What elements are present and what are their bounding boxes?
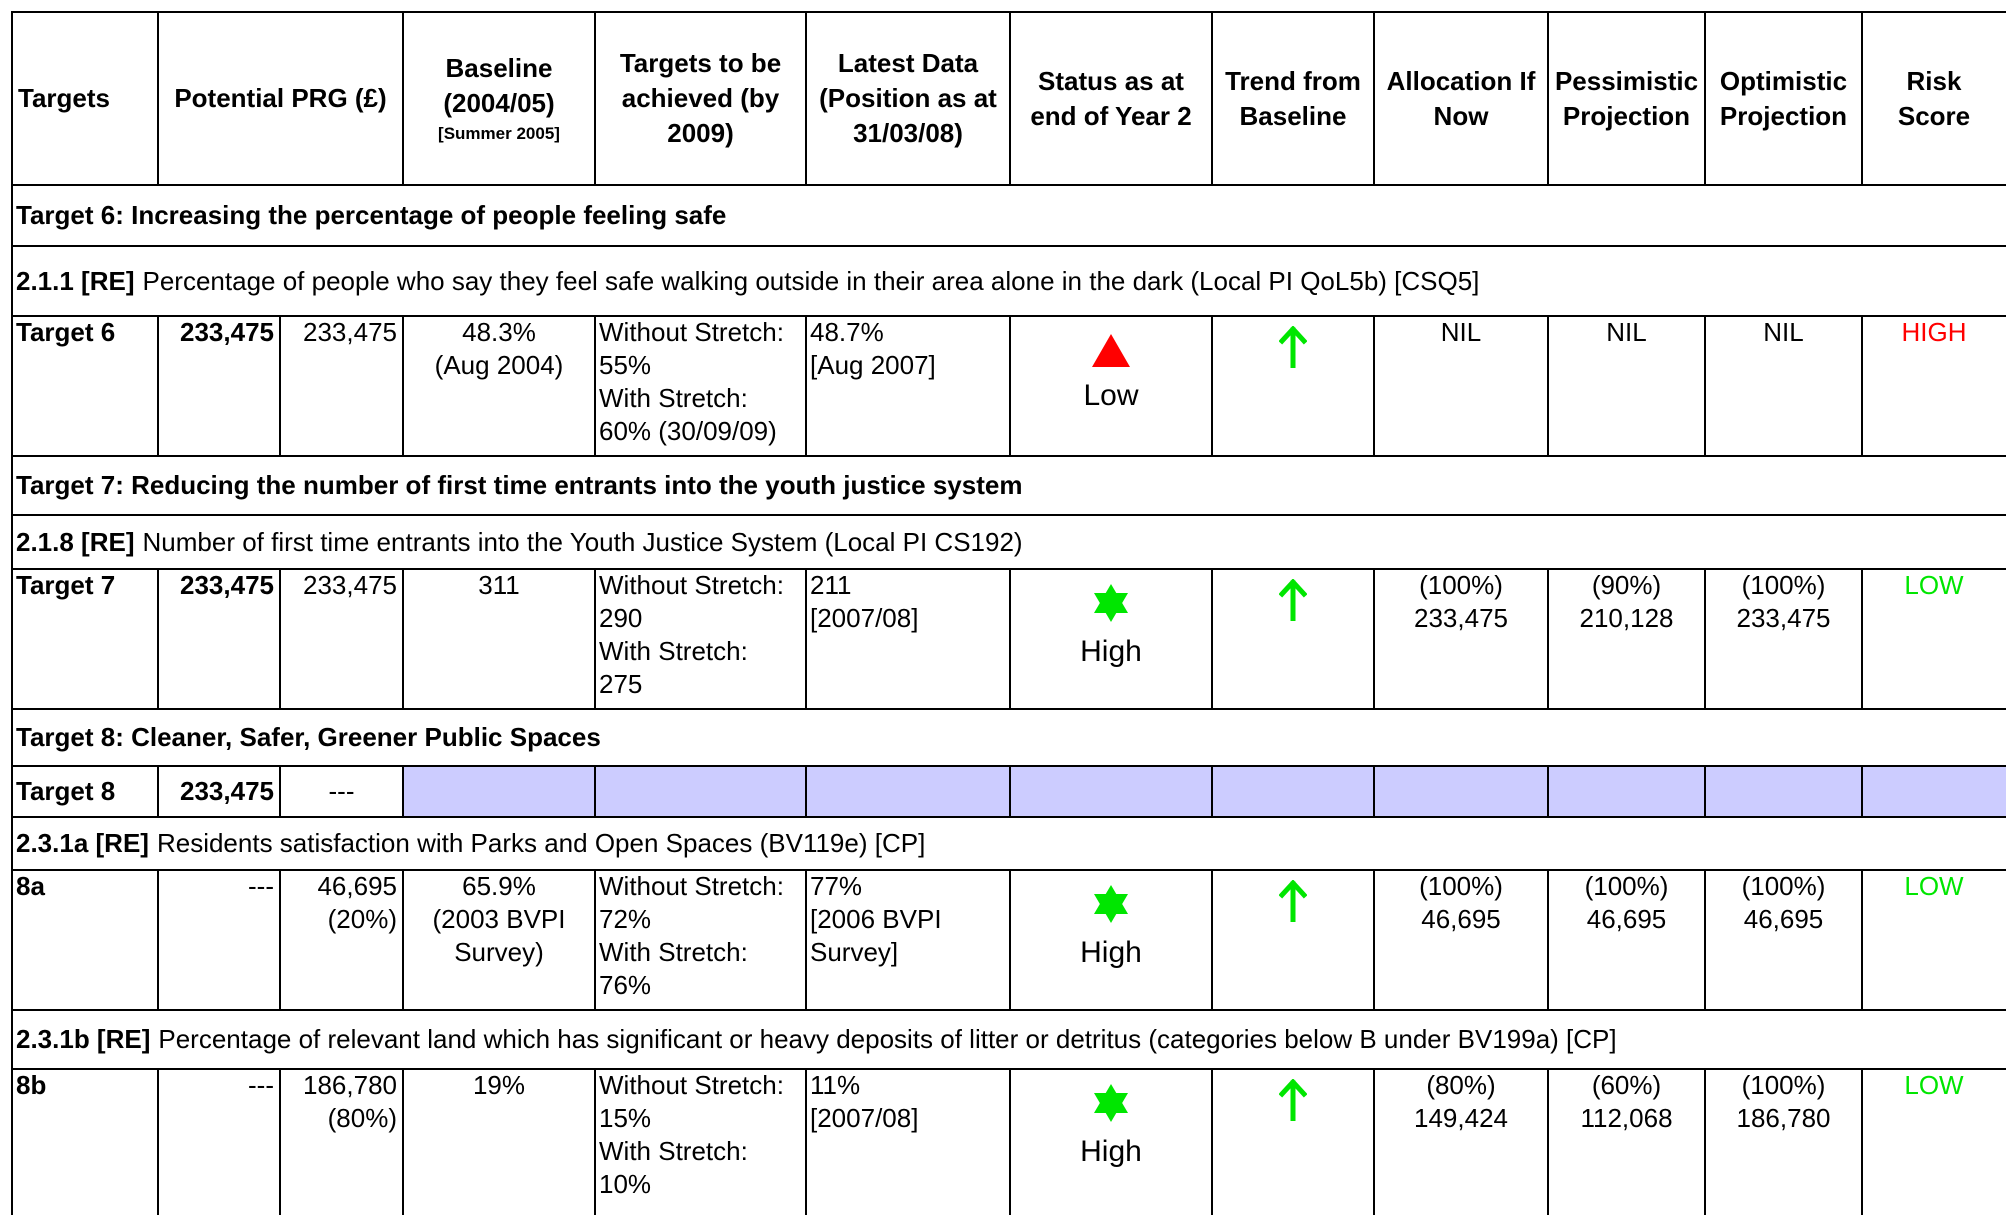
header-allocation bbox=[1380, 12, 1542, 185]
grid-line-vertical bbox=[805, 569, 807, 709]
row-r8b-latest-value-line: 11% bbox=[810, 1070, 861, 1100]
row-r8b-status bbox=[1014, 1069, 1208, 1215]
row-r8a-optimistic-value-line: 46,695 bbox=[1743, 904, 1824, 934]
row-r8b-prg-allocated-value-line: (80%) bbox=[327, 1103, 397, 1133]
indicator-2-3-1a bbox=[16, 817, 2002, 870]
row-t7-allocation bbox=[1378, 569, 1544, 709]
section-target-6-title: Target 6: Increasing the percentage of people feeling safe bbox=[16, 200, 727, 230]
indicator-2-1-8 bbox=[16, 515, 2002, 569]
indicator-2-1-1-description: Percentage of people who say they feel safe walking outside in their area alone in the dark (Local PI QoL5b) [CSQ5] bbox=[142, 265, 1480, 296]
row-r8a-goal-line: 72% bbox=[599, 904, 652, 934]
header-potential-prg-text bbox=[174, 81, 386, 116]
row-t6-latest bbox=[810, 316, 1006, 456]
row-t6-prg-allocated bbox=[284, 316, 397, 456]
grid-line-horizontal bbox=[11, 514, 2006, 516]
row-r8a-optimistic bbox=[1709, 870, 1858, 1010]
grid-line-vertical bbox=[157, 569, 159, 709]
row-t7-trend bbox=[1216, 569, 1370, 709]
header-risk-score-text bbox=[1868, 64, 2000, 134]
row-r8b-risk bbox=[1866, 1069, 2002, 1215]
row-t7-baseline-value-line: 311 bbox=[478, 570, 520, 600]
row-r8b-prg-allocated bbox=[284, 1069, 397, 1215]
grid-line-vertical bbox=[1547, 12, 1549, 185]
row-t8-shaded-cell bbox=[1862, 766, 2006, 817]
header-baseline-text bbox=[409, 51, 589, 147]
grid-line-vertical bbox=[157, 766, 159, 817]
grid-line-vertical bbox=[594, 569, 596, 709]
row-t8-shaded-cell bbox=[1548, 766, 1705, 817]
row-r8b-pessimistic bbox=[1552, 1069, 1701, 1215]
row-t7-prg-value: 233,475 bbox=[180, 570, 274, 600]
grid-line-vertical bbox=[1704, 1069, 1706, 1215]
row-r8b-goal-line: 15% bbox=[599, 1103, 652, 1133]
row-t6-target-label: Target 6 bbox=[16, 317, 116, 347]
row-t8-prg-allocated-value: --- bbox=[328, 776, 355, 806]
row-t7-goal-line: 275 bbox=[599, 669, 643, 699]
row-t6-latest-value-line: 48.7% bbox=[810, 317, 884, 347]
row-r8b-optimistic bbox=[1709, 1069, 1858, 1215]
row-t8-shaded-cell bbox=[1212, 766, 1374, 817]
indicator-2-1-8-code: 2.1.8 [RE] bbox=[16, 526, 135, 557]
row-t7-prg-allocated-value: 233,475 bbox=[303, 570, 397, 600]
row-t7-pessimistic-value-line: 210,128 bbox=[1579, 603, 1674, 633]
row-t6-status-label: Low bbox=[1083, 379, 1139, 412]
header-baseline-label: Baseline (2004/05) bbox=[443, 52, 555, 118]
row-t8-shaded-cell bbox=[595, 766, 806, 817]
row-t7-pessimistic-value-line: (90%) bbox=[1591, 570, 1662, 600]
grid-line-vertical bbox=[1704, 12, 1706, 185]
grid-line-vertical bbox=[279, 766, 281, 817]
grid-line-vertical bbox=[11, 12, 13, 1215]
grid-line-vertical bbox=[402, 569, 404, 709]
row-t7-allocation-value-line: 233,475 bbox=[1414, 603, 1508, 633]
section-target-7 bbox=[16, 456, 2002, 515]
row-r8a-baseline bbox=[407, 870, 591, 1010]
row-t8-prg bbox=[162, 766, 274, 817]
row-t7-prg bbox=[162, 569, 274, 709]
row-t7-status bbox=[1014, 569, 1208, 709]
row-r8b-baseline-value-line: 19% bbox=[472, 1070, 526, 1100]
row-r8a-pessimistic-value-line: 46,695 bbox=[1586, 904, 1667, 934]
grid-line-vertical bbox=[1373, 1069, 1375, 1215]
green-star-icon bbox=[1092, 884, 1130, 924]
header-status-text bbox=[1016, 64, 1206, 134]
row-t7-optimistic-value-line: 233,475 bbox=[1736, 603, 1831, 633]
indicator-2-1-1-code: 2.1.1 [RE] bbox=[16, 265, 135, 296]
section-target-8 bbox=[16, 709, 2002, 766]
grid-line-vertical bbox=[1211, 1069, 1213, 1215]
grid-line-vertical bbox=[1704, 569, 1706, 709]
grid-line-vertical bbox=[1009, 766, 1011, 817]
row-t6-goal-line: 55% bbox=[599, 350, 652, 380]
row-r8b-target bbox=[16, 1069, 154, 1215]
row-r8b-status-label: High bbox=[1080, 1135, 1142, 1168]
row-t7-goal-line: With Stretch: bbox=[599, 636, 748, 666]
grid-line-vertical bbox=[1373, 12, 1375, 185]
header-targets-achieved-label: Targets to be achieved (by 2009) bbox=[619, 48, 782, 148]
grid-line-vertical bbox=[279, 1069, 281, 1215]
grid-line-vertical bbox=[1211, 316, 1213, 456]
row-t8-prg-value: 233,475 bbox=[180, 776, 274, 806]
row-r8a-optimistic-value-line: (100%) bbox=[1741, 871, 1826, 901]
grid-line-vertical bbox=[1211, 870, 1213, 1010]
header-allocation-text bbox=[1380, 64, 1542, 134]
header-targets-achieved bbox=[601, 12, 800, 185]
header-baseline bbox=[409, 12, 589, 185]
row-r8a-baseline-value-line: Survey) bbox=[454, 937, 544, 967]
row-t8-target bbox=[16, 766, 154, 817]
green-up-arrow-icon bbox=[1279, 326, 1307, 368]
status-icon bbox=[1014, 583, 1208, 623]
row-r8b-pessimistic-value-line: 112,068 bbox=[1580, 1103, 1673, 1133]
row-t7-goal-line: 290 bbox=[599, 603, 643, 633]
header-risk-score-label: Risk Score bbox=[1897, 65, 1971, 131]
header-status bbox=[1016, 12, 1206, 185]
grid-line-vertical bbox=[1704, 766, 1706, 817]
row-r8a-latest bbox=[810, 870, 1006, 1010]
row-r8a-allocation-value-line: 46,695 bbox=[1421, 904, 1501, 934]
row-r8a-goal-line: Without Stretch: bbox=[599, 871, 784, 901]
row-t8-shaded-cell bbox=[1705, 766, 1862, 817]
row-r8a-pessimistic bbox=[1552, 870, 1701, 1010]
row-t8-prg-allocated bbox=[284, 766, 399, 817]
section-target-6 bbox=[16, 185, 2002, 246]
row-t7-target-label: Target 7 bbox=[16, 570, 116, 600]
row-r8a-latest-value-line: Survey] bbox=[810, 937, 899, 967]
row-r8b-allocation-value-line: (80%) bbox=[1426, 1070, 1496, 1100]
grid-line-vertical bbox=[1861, 1069, 1863, 1215]
header-allocation-label: Allocation If Now bbox=[1386, 65, 1536, 131]
grid-line-vertical bbox=[594, 1069, 596, 1215]
section-target-7-title: Target 7: Reducing the number of first time entrants into the youth justice system bbox=[16, 470, 1023, 500]
row-t6-pessimistic bbox=[1552, 316, 1701, 456]
indicator-2-3-1b bbox=[16, 1010, 2002, 1069]
row-r8a-risk-label: LOW bbox=[1904, 871, 1964, 901]
row-r8b-latest bbox=[810, 1069, 1006, 1215]
row-t6-prg-allocated-value: 233,475 bbox=[303, 317, 397, 347]
row-r8a-goal-line: 76% bbox=[599, 970, 652, 1000]
header-trend-text bbox=[1218, 64, 1368, 134]
row-t6-baseline-value-line: (Aug 2004) bbox=[434, 350, 564, 380]
header-potential-prg-label: Potential PRG (£) bbox=[174, 83, 387, 113]
row-r8a-goal-line: With Stretch: bbox=[599, 937, 748, 967]
row-t6-pessimistic-value-line: NIL bbox=[1606, 317, 1647, 347]
grid-line-vertical bbox=[1861, 569, 1863, 709]
header-targets bbox=[18, 12, 152, 185]
grid-line-vertical bbox=[594, 12, 596, 185]
grid-line-vertical bbox=[1861, 12, 1863, 185]
row-r8a-target bbox=[16, 870, 154, 1010]
row-t6-prg-value: 233,475 bbox=[180, 317, 274, 347]
grid-line-vertical bbox=[1547, 316, 1549, 456]
row-t7-latest bbox=[810, 569, 1006, 709]
row-r8a-pessimistic-value-line: (100%) bbox=[1584, 871, 1669, 901]
grid-line-vertical bbox=[1704, 316, 1706, 456]
row-t8-shaded-cell bbox=[806, 766, 1010, 817]
row-t7-status-label: High bbox=[1080, 635, 1142, 668]
row-t6-risk bbox=[1866, 316, 2002, 456]
grid-line-vertical bbox=[157, 316, 159, 456]
row-t8-target-label: Target 8 bbox=[16, 776, 116, 806]
row-r8a-latest-value-line: 77% bbox=[810, 871, 863, 901]
row-t7-optimistic bbox=[1709, 569, 1858, 709]
section-target-8-title: Target 8: Cleaner, Safer, Greener Public Spaces bbox=[16, 722, 601, 752]
grid-line-vertical bbox=[157, 1069, 159, 1215]
grid-line-vertical bbox=[1373, 316, 1375, 456]
row-r8b-goal-line: 10% bbox=[599, 1169, 652, 1199]
row-t7-allocation-value-line: (100%) bbox=[1419, 570, 1503, 600]
row-r8a-latest-value-line: [2006 BVPI bbox=[810, 904, 942, 934]
row-t7-optimistic-value-line: (100%) bbox=[1741, 570, 1826, 600]
row-r8b-latest-value-line: [2007/08] bbox=[810, 1103, 919, 1133]
row-t8-shaded-cell bbox=[403, 766, 595, 817]
header-latest-data-text bbox=[812, 46, 1004, 151]
row-r8b-optimistic-value-line: 186,780 bbox=[1736, 1103, 1831, 1133]
indicator-2-1-1 bbox=[16, 246, 2002, 316]
grid-line-vertical bbox=[805, 766, 807, 817]
green-up-arrow-icon bbox=[1279, 1079, 1307, 1121]
grid-line-vertical bbox=[402, 766, 404, 817]
grid-line-vertical bbox=[805, 1069, 807, 1215]
row-r8b-trend bbox=[1216, 1069, 1370, 1215]
grid-line-vertical bbox=[1211, 12, 1213, 185]
row-t6-goals bbox=[599, 316, 802, 456]
row-t6-target bbox=[16, 316, 154, 456]
grid-line-vertical bbox=[805, 870, 807, 1010]
header-pessimistic-text bbox=[1554, 64, 1699, 134]
row-r8a-prg-allocated bbox=[284, 870, 397, 1010]
grid-line-vertical bbox=[1009, 1069, 1011, 1215]
header-targets-label: Targets bbox=[18, 83, 110, 113]
grid-line-vertical bbox=[1547, 766, 1549, 817]
grid-line-vertical bbox=[1547, 1069, 1549, 1215]
grid-line-vertical bbox=[402, 12, 404, 185]
header-latest-data bbox=[812, 12, 1004, 185]
row-r8b-goals bbox=[599, 1069, 802, 1215]
header-optimistic-label: Optimistic Projection bbox=[1719, 65, 1848, 131]
row-r8a-status-label: High bbox=[1080, 936, 1142, 969]
row-t6-risk-label: HIGH bbox=[1901, 317, 1967, 347]
grid-line-vertical bbox=[1861, 316, 1863, 456]
grid-line-vertical bbox=[1009, 569, 1011, 709]
row-t6-goal-line: With Stretch: bbox=[599, 383, 748, 413]
grid-line-vertical bbox=[1009, 316, 1011, 456]
row-t6-allocation-value-line: NIL bbox=[1440, 317, 1482, 347]
row-t8-shaded-cell bbox=[1010, 766, 1212, 817]
indicator-2-3-1b-code: 2.3.1b [RE] bbox=[16, 1024, 151, 1054]
grid-line-vertical bbox=[402, 870, 404, 1010]
header-pessimistic bbox=[1554, 12, 1699, 185]
row-r8b-optimistic-value-line: (100%) bbox=[1741, 1070, 1826, 1100]
row-r8a-baseline-value-line: 65.9% bbox=[462, 871, 536, 901]
header-optimistic bbox=[1711, 12, 1856, 185]
row-t6-latest-value-line: [Aug 2007] bbox=[810, 350, 936, 380]
grid-line-vertical bbox=[1211, 569, 1213, 709]
grid-line-vertical bbox=[279, 316, 281, 456]
row-r8a-allocation-value-line: (100%) bbox=[1419, 871, 1503, 901]
grid-line-vertical bbox=[402, 1069, 404, 1215]
grid-line-vertical bbox=[1861, 870, 1863, 1010]
row-r8b-risk-label: LOW bbox=[1904, 1070, 1964, 1100]
header-targets-text bbox=[18, 81, 110, 116]
grid-line-vertical bbox=[1547, 870, 1549, 1010]
row-t7-target bbox=[16, 569, 154, 709]
grid-line-vertical bbox=[594, 316, 596, 456]
grid-line-vertical bbox=[1373, 569, 1375, 709]
indicator-2-1-8-description: Number of first time entrants into the Youth Justice System (Local PI CS192) bbox=[142, 526, 1023, 557]
row-r8a-trend bbox=[1216, 870, 1370, 1010]
grid-line-vertical bbox=[1009, 870, 1011, 1010]
row-r8b-goal-line: With Stretch: bbox=[599, 1136, 748, 1166]
grid-line-vertical bbox=[157, 870, 159, 1010]
row-t6-baseline bbox=[407, 316, 591, 456]
row-t6-optimistic-value-line: NIL bbox=[1763, 317, 1804, 347]
row-r8a-baseline-value-line: (2003 BVPI bbox=[432, 904, 566, 934]
header-pessimistic-label: Pessimistic Projection bbox=[1554, 65, 1699, 131]
status-icon bbox=[1014, 1083, 1208, 1123]
row-t6-allocation bbox=[1378, 316, 1544, 456]
green-up-arrow-icon bbox=[1279, 579, 1307, 621]
row-r8b-allocation bbox=[1378, 1069, 1544, 1215]
header-baseline-note: [Summer 2005] bbox=[438, 123, 560, 143]
row-r8a-allocation bbox=[1378, 870, 1544, 1010]
row-t7-baseline bbox=[407, 569, 591, 709]
grid-line-vertical bbox=[1861, 766, 1863, 817]
green-star-icon bbox=[1092, 583, 1130, 623]
row-t6-trend bbox=[1216, 316, 1370, 456]
row-t6-goal-line: 60% (30/09/09) bbox=[599, 416, 777, 446]
header-status-label: Status as at end of Year 2 bbox=[1030, 65, 1192, 131]
header-risk-score bbox=[1868, 12, 2000, 185]
row-r8a-prg-value: --- bbox=[248, 871, 274, 901]
grid-line-vertical bbox=[279, 569, 281, 709]
row-r8b-prg bbox=[162, 1069, 274, 1215]
row-t7-latest-value-line: 211 bbox=[810, 570, 852, 600]
red-triangle-icon bbox=[1092, 334, 1130, 367]
header-trend bbox=[1218, 12, 1368, 185]
header-optimistic-text bbox=[1711, 64, 1856, 134]
grid-line-vertical bbox=[1547, 569, 1549, 709]
grid-line-vertical bbox=[157, 12, 159, 185]
row-t7-prg-allocated bbox=[284, 569, 397, 709]
row-t7-latest-value-line: [2007/08] bbox=[810, 603, 919, 633]
row-r8b-goal-line: Without Stretch: bbox=[599, 1070, 784, 1100]
header-latest-data-label: Latest Data (Position as at 31/03/08) bbox=[819, 48, 997, 148]
grid-line-vertical bbox=[594, 870, 596, 1010]
row-t8-shaded-cell bbox=[1374, 766, 1548, 817]
row-t7-goals bbox=[599, 569, 802, 709]
grid-line-vertical bbox=[594, 766, 596, 817]
header-targets-achieved-text bbox=[601, 46, 800, 151]
row-t6-prg bbox=[162, 316, 274, 456]
grid-line-horizontal bbox=[11, 245, 2006, 247]
header-trend-label: Trend from Baseline bbox=[1225, 65, 1361, 131]
grid-line-vertical bbox=[1373, 870, 1375, 1010]
row-r8b-allocation-value-line: 149,424 bbox=[1414, 1103, 1508, 1133]
grid-line-vertical bbox=[1373, 766, 1375, 817]
row-t7-pessimistic bbox=[1552, 569, 1701, 709]
row-t6-optimistic bbox=[1709, 316, 1858, 456]
green-star-icon bbox=[1092, 1083, 1130, 1123]
row-r8a-prg bbox=[162, 870, 274, 1010]
row-r8b-baseline bbox=[407, 1069, 591, 1215]
row-t6-baseline-value-line: 48.3% bbox=[462, 317, 536, 347]
row-t6-goal-line: Without Stretch: bbox=[599, 317, 784, 347]
grid-line-vertical bbox=[1009, 12, 1011, 185]
row-t7-risk bbox=[1866, 569, 2002, 709]
grid-line-vertical bbox=[1211, 766, 1213, 817]
indicator-2-3-1b-description: Percentage of relevant land which has significant or heavy deposits of litter or detritus (categories below B under BV199a) [CP] bbox=[158, 1024, 1617, 1054]
row-r8b-target-label: 8b bbox=[16, 1070, 47, 1100]
grid-line-vertical bbox=[402, 316, 404, 456]
row-r8a-goals bbox=[599, 870, 802, 1010]
row-r8b-prg-allocated-value-line: 186,780 bbox=[303, 1070, 397, 1100]
grid-line-vertical bbox=[279, 870, 281, 1010]
row-r8b-pessimistic-value-line: (60%) bbox=[1591, 1070, 1662, 1100]
row-r8a-risk bbox=[1866, 870, 2002, 1010]
row-r8a-target-label: 8a bbox=[16, 871, 45, 901]
row-r8a-prg-allocated-value-line: (20%) bbox=[327, 904, 397, 934]
grid-line-vertical bbox=[805, 12, 807, 185]
indicator-2-3-1a-description: Residents satisfaction with Parks and Open Spaces (BV119e) [CP] bbox=[156, 828, 926, 858]
row-t6-status bbox=[1014, 316, 1208, 456]
row-t7-risk-label: LOW bbox=[1904, 570, 1964, 600]
green-up-arrow-icon bbox=[1279, 880, 1307, 922]
row-r8a-status bbox=[1014, 870, 1208, 1010]
header-potential-prg bbox=[164, 12, 397, 185]
indicator-2-3-1a-code: 2.3.1a [RE] bbox=[16, 828, 149, 858]
row-t7-goal-line: Without Stretch: bbox=[599, 570, 784, 600]
grid-line-vertical bbox=[1704, 870, 1706, 1010]
grid-line-vertical bbox=[805, 316, 807, 456]
status-icon bbox=[1014, 884, 1208, 924]
row-r8a-prg-allocated-value-line: 46,695 bbox=[317, 871, 397, 901]
row-r8b-prg-value: --- bbox=[248, 1070, 274, 1100]
